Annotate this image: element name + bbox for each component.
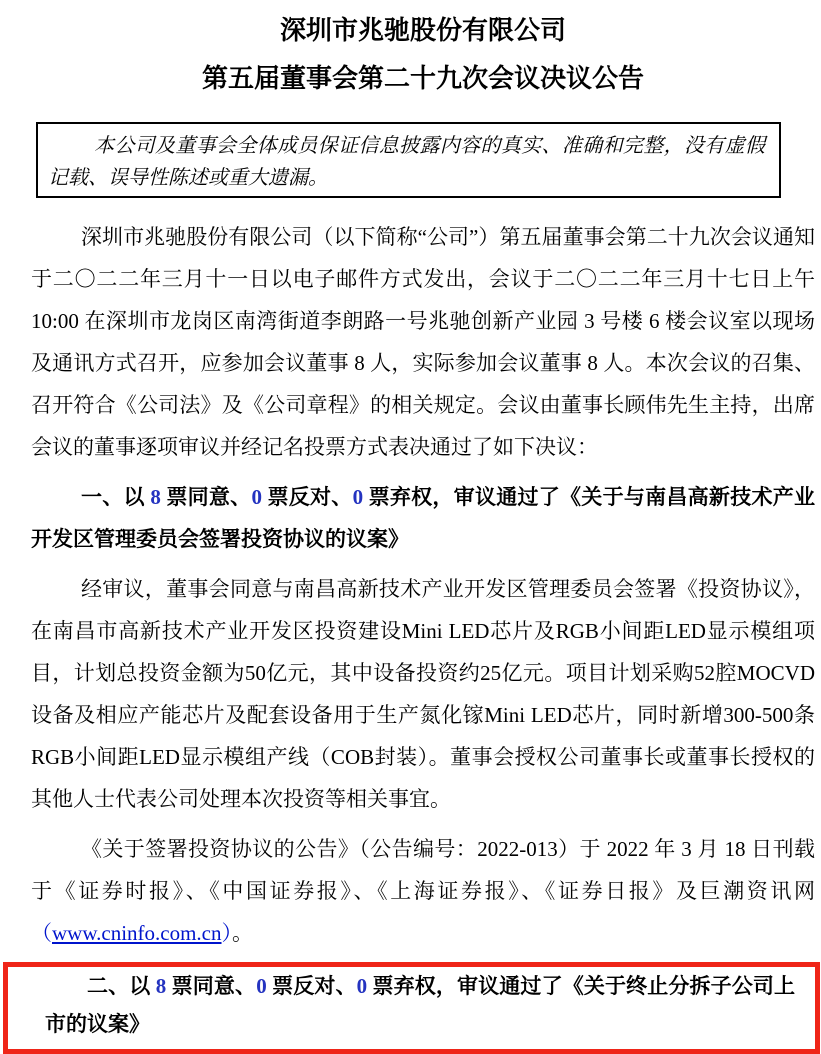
resolution-1-text-mid1: 票同意、 — [160, 485, 252, 509]
resolution-1-text-tail: 票弃权，审议通过了《关于与南昌高新技术产业开发区管理委员会签署投资协议的议案》 — [31, 485, 816, 551]
resolution-2-votes-for: 8 — [155, 974, 167, 998]
publication-paragraph — [31, 828, 815, 954]
publication-text-end: 。 — [232, 921, 254, 945]
announcement-title: 第五届董事会第二十九次会议决议公告 — [201, 64, 644, 93]
meeting-intro-paragraph: 深圳市兆驰股份有限公司（以下简称“公司”）第五届董事会第二十九次会议通知于二〇二二年三月十一日以电子邮件方式发出，会议于二〇二二年三月十七日上午 10:00 在深圳市龙岗区南湾街道李朗路一号兆驰创新产业园 3 号楼 6 楼会议室以现场及通讯方式召开，应参加会议董事 8 人，实际参加会议董事 8 人。本次会议的召集、召开符合《公司法》及《公司章程》的相关规定。会议由董事长顾伟先生主持，出席会议的董事逐项审议并经记名投票方式表决通过了如下决议： — [31, 225, 815, 459]
company-title: 深圳市兆驰股份有限公司 — [279, 16, 566, 45]
resolution-2-text-mid1: 票同意、 — [166, 974, 257, 998]
resolution-1-heading — [31, 476, 815, 560]
resolution-1-text-mid2: 票反对、 — [261, 485, 353, 509]
disclaimer-box — [36, 122, 781, 198]
resolution-1-votes-abstain: 0 — [352, 485, 364, 509]
investment-details-paragraph: 经审议，董事会同意与南昌高新技术产业开发区管理委员会签署《投资协议》，在南昌市高新技术产业开发区投资建设Mini LED芯片及RGB小间距LED显示模组项目，计划总投资金额为50亿元，其中设备投资约25亿元。项目计划采购52腔MOCVD设备及相应产能芯片及配套设备用于生产氮化镓Mini LED芯片，同时新增300-500条RGB小间距LED显示模组产线（COB封装）。董事会授权公司董事长或董事长授权的其他人士代表公司处理本次投资等相关事宜。 — [31, 577, 815, 811]
resolution-1-text-pre: 一、以 — [81, 485, 151, 509]
link-paren-close: ） — [221, 921, 233, 945]
disclaimer-text: 本公司及董事会全体成员保证信息披露内容的真实、准确和完整，没有虚假记载、误导性陈述或重大遗漏。 — [48, 133, 765, 189]
resolution-2-text-tail: 票弃权，审议通过了《关于终止分拆子公司上市的议案》 — [45, 974, 796, 1036]
resolution-2-text-mid2: 票反对、 — [266, 974, 357, 998]
cninfo-link[interactable]: www.cninfo.com.cn — [52, 921, 222, 945]
resolution-1-votes-against: 0 — [251, 485, 262, 509]
resolution-2-heading — [45, 967, 795, 1043]
resolution-2-text-pre: 二、以 — [87, 974, 156, 998]
resolution-1-votes-for: 8 — [150, 485, 161, 509]
link-paren-open: （ — [31, 921, 52, 945]
highlighted-resolution-box — [3, 962, 820, 1054]
resolution-2-votes-abstain: 0 — [356, 974, 368, 998]
resolution-2-votes-against: 0 — [256, 974, 267, 998]
publication-text-pre: 《关于签署投资协议的公告》（公告编号：2022-013）于 2022 年 3 月 18 日刊载于《证券时报》、《中国证券报》、《上海证券报》、《证券日报》及巨潮资讯网 — [31, 837, 815, 903]
